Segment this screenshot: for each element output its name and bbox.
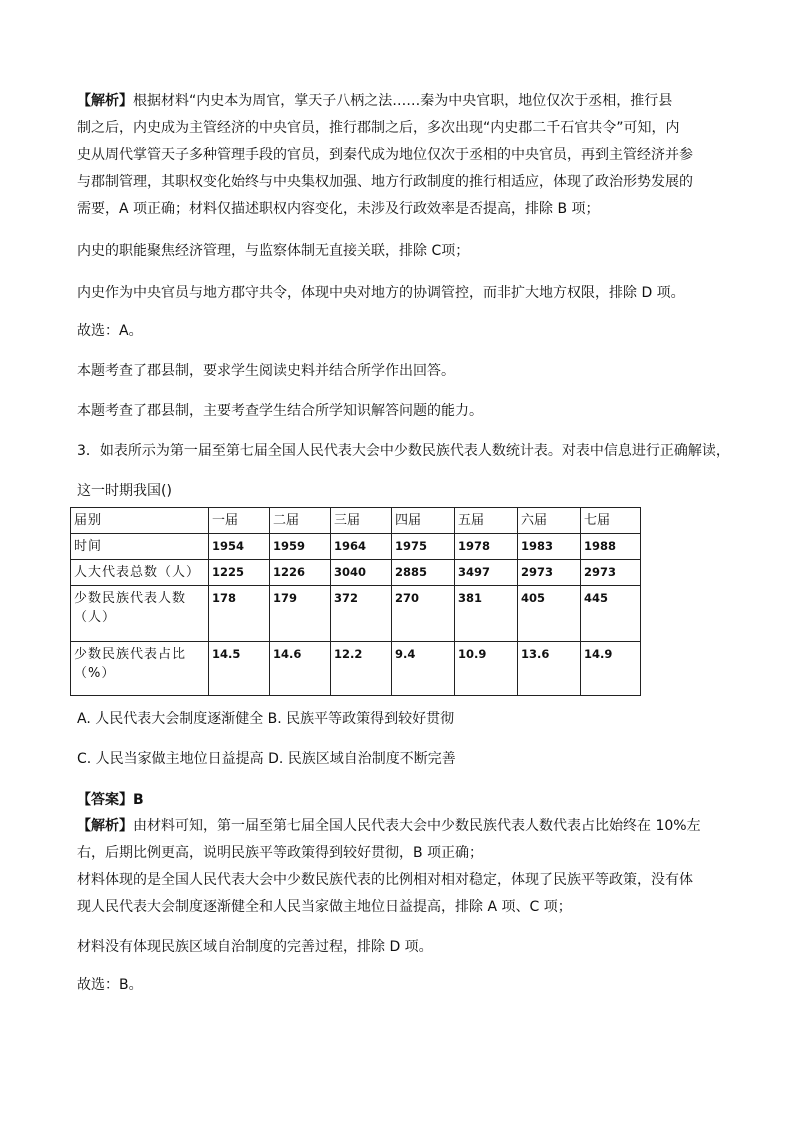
table-cell: 381	[455, 586, 518, 642]
options-line-1: A. 人民代表大会制度逐渐健全 B. 民族平等政策得到较好贯彻	[77, 711, 455, 727]
answer-value: B	[133, 792, 144, 808]
analysis1-line-2: 制之后，内史成为主管经济的中央官员，推行郡制之后，多次出现“内史郡二千石官共令”可知，内	[77, 120, 680, 136]
note-2: 本题考查了郡县制，主要考查学生结合所学知识解答问题的能力。	[77, 403, 483, 419]
table-header-cell: 届别	[71, 508, 209, 534]
table-cell: 2885	[392, 560, 455, 586]
answer-line	[77, 790, 144, 810]
paragraph-exclude-c: 内史的职能聚焦经济管理，与监察体制无直接关联，排除 C项；	[77, 243, 470, 259]
table-row	[71, 642, 641, 696]
answer-tag: 【答案】	[77, 792, 133, 808]
table-cell: 1988	[581, 534, 641, 560]
table-cell: 1959	[270, 534, 331, 560]
table-cell: 178	[209, 586, 270, 642]
table-row-label: 时间	[71, 534, 209, 560]
table-row	[71, 586, 641, 642]
table-cell: 14.9	[581, 642, 641, 696]
analysis1-line-1: 【解析】根据材料“内史本为周官，掌天子八柄之法……秦为中央官职，地位仅次于丞相，推行县	[77, 93, 673, 109]
analysis2-line-1: 【解析】由材料可知，第一届至第七届全国人民代表大会中少数民族代表人数代表占比始终在 10%左	[77, 818, 701, 834]
table-cell: 1983	[518, 534, 581, 560]
table-header-cell: 三届	[331, 508, 392, 534]
table-row	[71, 560, 641, 586]
paragraph-last: 材料没有体现民族区域自治制度的完善过程，排除 D 项。	[77, 939, 433, 955]
table-header-row	[71, 508, 641, 534]
table-cell: 405	[518, 586, 581, 642]
table-row-label: 少数民族代表占比（%）	[71, 642, 209, 696]
analysis2-line-2: 右，后期比例更高，说明民族平等政策得到较好贯彻，B 项正确；	[77, 845, 484, 861]
choice-result-2: 故选：B。	[77, 977, 143, 993]
table-cell: 14.5	[209, 642, 270, 696]
table-cell: 1226	[270, 560, 331, 586]
table-row-label: 人大代表总数（人）	[71, 560, 209, 586]
note-1: 本题考查了郡县制，要求学生阅读史料并结合所学作出回答。	[77, 363, 455, 379]
table-header-cell: 四届	[392, 508, 455, 534]
table-header-cell: 六届	[518, 508, 581, 534]
analysis-tag: 【解析】	[77, 93, 133, 109]
table-cell: 1964	[331, 534, 392, 560]
table-cell: 3040	[331, 560, 392, 586]
table-row-label: 少数民族代表人数（人）	[71, 586, 209, 642]
table-row	[71, 534, 641, 560]
paragraph-exclude-d: 内史作为中央官员与地方郡守共令，体现中央对地方的协调管控，而非扩大地方权限，排除 D 项。	[77, 285, 685, 301]
table-cell: 1225	[209, 560, 270, 586]
analysis1-line-3: 史从周代掌管天子多种管理手段的官员，到秦代成为地位仅次于丞相的中央官员，再到主管经济并参	[77, 147, 693, 163]
table-cell: 2973	[518, 560, 581, 586]
table-cell: 1978	[455, 534, 518, 560]
analysis1-line-4: 与郡制管理，其职权变化始终与中央集权加强、地方行政制度的推行相适应，体现了政治形势发展的	[77, 174, 693, 190]
analysis2-line-4: 现人民代表大会制度逐渐健全和人民当家做主地位日益提高，排除 A 项、C 项；	[77, 899, 572, 915]
table-header-cell: 五届	[455, 508, 518, 534]
table-cell: 1975	[392, 534, 455, 560]
data-table	[70, 507, 641, 696]
table-header-cell: 七届	[581, 508, 641, 534]
table-cell: 13.6	[518, 642, 581, 696]
table-cell: 3497	[455, 560, 518, 586]
options-line-2: C. 人民当家做主地位日益提高 D. 民族区域自治制度不断完善	[77, 751, 456, 767]
table-cell: 372	[331, 586, 392, 642]
table-cell: 270	[392, 586, 455, 642]
question-3-line-1: 3．如表所示为第一届至第七届全国人民代表大会中少数民族代表人数统计表。对表中信息进行正确解读，	[77, 443, 730, 459]
table-cell: 10.9	[455, 642, 518, 696]
table-cell: 14.6	[270, 642, 331, 696]
table-header-cell: 二届	[270, 508, 331, 534]
table-cell: 179	[270, 586, 331, 642]
table-header-cell: 一届	[209, 508, 270, 534]
table-cell: 1954	[209, 534, 270, 560]
choice-result-1: 故选：A。	[77, 323, 143, 339]
question-3-line-2: 这一时期我国()	[77, 483, 172, 499]
analysis-tag: 【解析】	[77, 818, 133, 834]
table-cell: 12.2	[331, 642, 392, 696]
table-cell: 9.4	[392, 642, 455, 696]
table-cell: 445	[581, 586, 641, 642]
analysis1-line-5: 需要，A 项正确；材料仅描述职权内容变化，未涉及行政效率是否提高，排除 B 项；	[77, 201, 600, 217]
table-cell: 2973	[581, 560, 641, 586]
analysis2-line-3: 材料体现的是全国人民代表大会中少数民族代表的比例相对相对稳定，体现了民族平等政策，没有体	[77, 872, 693, 888]
